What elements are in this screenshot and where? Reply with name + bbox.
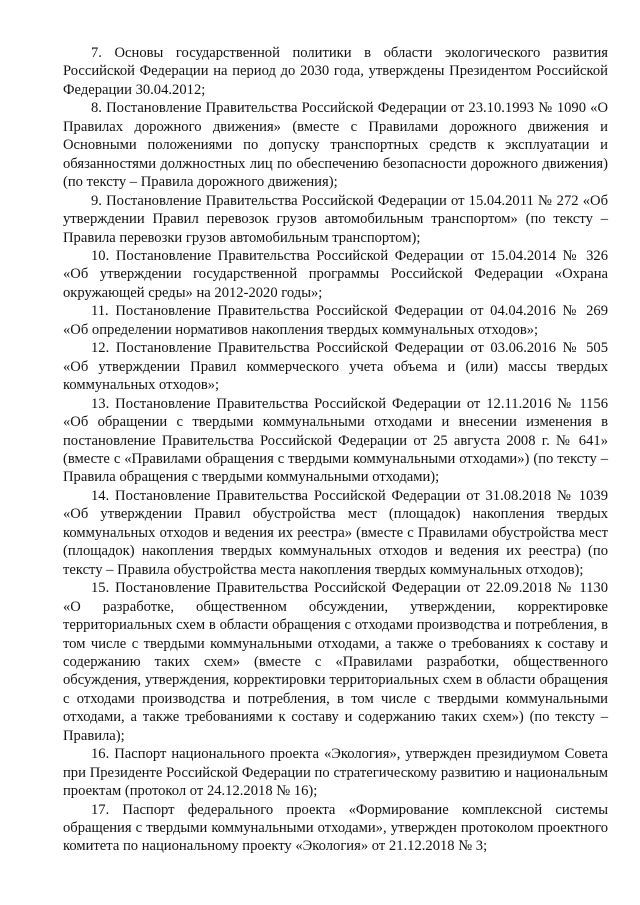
list-item-10: 10. Постановление Правительства Российской Федерации от 15.04.2014 № 326 «Об утверждении государственной программы Российской Федерации «Охрана окружающей среды» на 2012-2020 годы»; [63,247,608,301]
list-item-17: 17. Паспорт федерального проекта «Формирование комплексной системы обращения с твердыми коммунальными отходами», утвержден протоколом проектного комитета по национальному проекту «Экология» от 21.12.2018 № 3; [63,801,608,855]
list-item-13: 13. Постановление Правительства Российской Федерации от 12.11.2016 № 1156 «Об обращении с твердыми коммунальными отходами и внесении изменения в постановление Правительства Российской Федерации от 25 августа 2008 г. № 641» (вместе с «Правилами обращения с твердыми коммунальными отходами») (по тексту – Правила обращения с твердыми коммунальными отходами); [63,395,608,486]
list-item-15: 15. Постановление Правительства Российской Федерации от 22.09.2018 № 1130 «О разработке, общественном обсуждении, утверждении, корректировке территориальных схем в области обращения с отходами производства и потребления, в том числе с твердыми коммунальными отходами, а также о требованиях к составу и содержанию таких схем» (вместе с «Правилами разработки, общественного обсуждения, утверждения, корректировки территориальных схем в области обращения с отходами производства и потребления, в том числе с твердыми коммунальными отходами, а также требованиями к составу и содержанию таких схем») (по тексту – Правила); [63,580,608,744]
list-item-12: 12. Постановление Правительства Российской Федерации от 03.06.2016 № 505 «Об утверждении Правил коммерческого учета объема и (или) массы твердых коммунальных отходов»; [63,340,608,394]
list-item-14: 14. Постановление Правительства Российской Федерации от 31.08.2018 № 1039 «Об утверждении Правил обустройства мест (площадок) накопления твердых коммунальных отходов и ведения их реестра» (вместе с Правилами обустройства мест (площадок) накопления твердых коммунальных отходов и ведения их реестра) (по тексту – Правила обустройства места накопления твердых коммунальных отходов); [63,487,608,578]
list-item-9: 9. Постановление Правительства Российской Федерации от 15.04.2011 № 272 «Об утверждении Правил перевозок грузов автомобильным транспортом» (по тексту – Правила перевозки грузов автомобильным транспортом); [63,192,608,246]
list-item-11: 11. Постановление Правительства Российской Федерации от 04.04.2016 № 269 «Об определении нормативов накопления твердых коммунальных отходов»; [63,303,608,338]
list-item-8: 8. Постановление Правительства Российской Федерации от 23.10.1993 № 1090 «О Правилах дорожного движения» (вместе с Правилами дорожного движения и Основными положениями по допуску транспортных средств к эксплуатации и обязанностями должностных лиц по обеспечению безопасности дорожного движения) (по тексту – Правила дорожного движения); [63,100,608,191]
document-body [63,44,608,856]
list-item-7: 7. Основы государственной политики в области экологического развития Российской Федерации на период до 2030 года, утверждены Президентом Российской Федерации 30.04.2012; [63,45,608,98]
list-item-16: 16. Паспорт национального проекта «Экология», утвержден президиумом Совета при Президенте Российской Федерации по стратегическому развитию и национальным проектам (протокол от 24.12.2018 № 16); [63,746,608,800]
